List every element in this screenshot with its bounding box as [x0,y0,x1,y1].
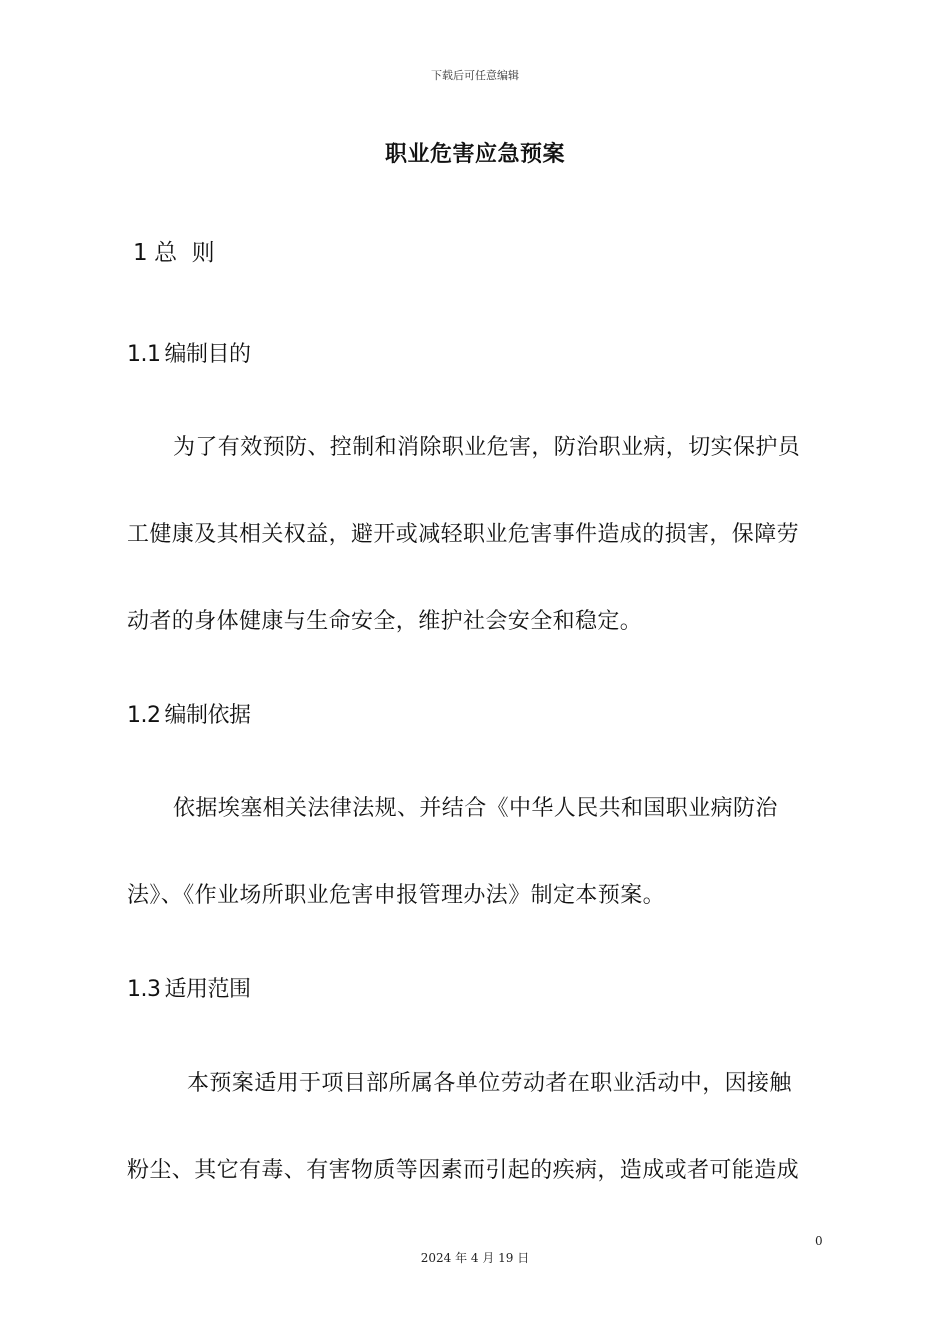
paragraph-line: 为了有效预防、控制和消除职业危害，防治职业病，切实保护员 [173,435,801,460]
paragraph-line: 法》、《作业场所职业危害申报管理办法》制定本预案。 [127,883,666,908]
subsection-heading-1-2 [127,698,251,729]
subsection-heading-1-1 [127,337,251,368]
page-title: 职业危害应急预案 [384,142,565,167]
footer-date: 2024 年 4 月 19 日 [420,1251,530,1265]
section-number: 1 [133,240,149,266]
subsection-title: 编制目的 [164,342,251,367]
subsection-heading-1-3 [127,972,251,1003]
subsection-title: 适用范围 [164,977,251,1002]
header-note: 下载后可任意编辑 [431,69,519,82]
page-number: 0 [815,1234,823,1248]
paragraph-line: 依据埃塞相关法律法规、并结合《中华人民共和国职业病防治 [173,796,778,821]
section-heading [133,234,215,267]
section-title-part1: 总 [154,240,178,266]
paragraph-line: 工健康及其相关权益，避开或减轻职业危害事件造成的损害，保障劳 [127,522,800,547]
paragraph-line: 粉尘、其它有毒、有害物质等因素而引起的疾病，造成或者可能造成 [127,1158,800,1183]
subsection-title: 编制依据 [164,703,251,728]
section-title-part2: 则 [191,240,216,266]
subsection-number: 1.3 [127,977,161,1002]
paragraph-line: 本预案适用于项目部所属各单位劳动者在职业活动中，因接触 [187,1071,792,1096]
subsection-number: 1.1 [127,342,161,367]
paragraph-line: 动者的身体健康与生命安全，维护社会安全和稳定。 [127,609,643,634]
subsection-number: 1.2 [127,703,161,728]
